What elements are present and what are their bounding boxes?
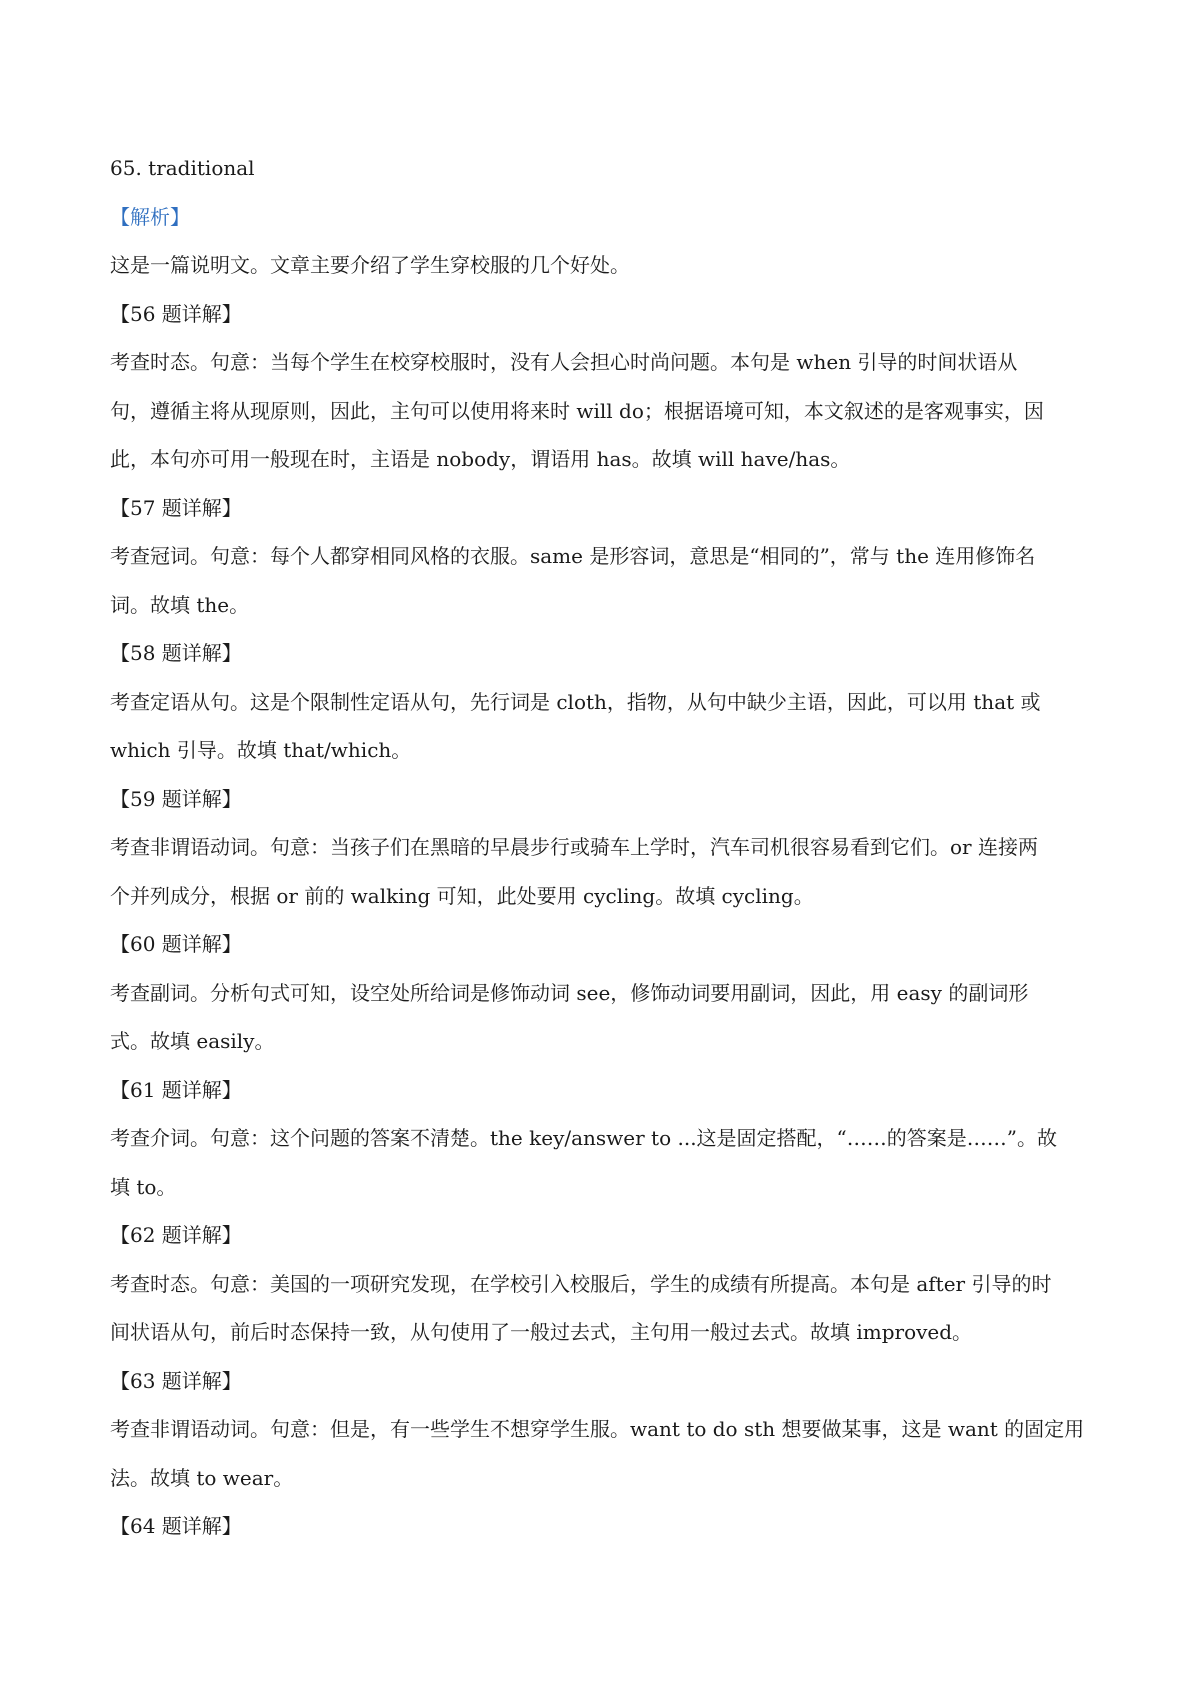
item-59: [110, 775, 1100, 921]
item-heading: 【58 题详解】: [110, 641, 242, 665]
item-57: [110, 484, 1100, 630]
item-61: [110, 1066, 1100, 1212]
item-heading: 【61 题详解】: [110, 1077, 242, 1102]
item-line: 考查时态。句意：当每个学生在校穿校服时，没有人会担心时尚问题。本句是 when 引导的时间状语从: [110, 350, 1018, 374]
item-63: [110, 1357, 1100, 1503]
item-line: 考查非谓语动词。句意：当孩子们在黑暗的早晨步行或骑车上学时，汽车司机很容易看到它们。or 连接两: [110, 835, 1038, 859]
item-62: [110, 1211, 1100, 1357]
item-heading: 【62 题详解】: [110, 1223, 242, 1247]
item-heading: 【64 题详解】: [110, 1514, 242, 1538]
item-line: 个并列成分，根据 or 前的 walking 可知，此处要用 cycling。故填 cycling。: [110, 883, 814, 908]
item-line: 考查时态。句意：美国的一项研究发现，在学校引入校服后，学生的成绩有所提高。本句是 after 引导的时: [110, 1271, 1052, 1296]
item-line: 词。故填 the。: [110, 592, 250, 617]
item-line: 法。故填 to wear。: [110, 1465, 294, 1490]
item-line: 间状语从句，前后时态保持一致，从句使用了一般过去式，主句用一般过去式。故填 improved。: [110, 1320, 973, 1344]
item-56: [110, 290, 1100, 484]
answer-line: 65. traditional: [110, 156, 255, 180]
item-heading: 【60 题详解】: [110, 932, 242, 956]
item-line: 句，遵循主将从现原则，因此，主句可以使用将来时 will do；根据语境可知，本文叙述的是客观事实，因: [110, 398, 1044, 423]
item-heading: 【63 题详解】: [110, 1368, 242, 1393]
analysis-label: 【解析】: [110, 204, 190, 229]
item-line: which 引导。故填 that/which。: [110, 738, 412, 762]
document-page: [110, 144, 1100, 1551]
item-line: 考查介词。句意：这个问题的答案不清楚。the key/answer to ...这是固定搭配，“……的答案是……”。故: [110, 1126, 1058, 1150]
item-60: [110, 920, 1100, 1066]
item-line: 考查非谓语动词。句意：但是，有一些学生不想穿学生服。want to do sth 想要做某事，这是 want 的固定用: [110, 1417, 1085, 1441]
item-line: 考查副词。分析句式可知，设空处所给词是修饰动词 see，修饰动词要用副词，因此，用 easy 的副词形: [110, 980, 1029, 1005]
summary-text: 这是一篇说明文。文章主要介绍了学生穿校服的几个好处。: [110, 253, 630, 277]
item-64: [110, 1502, 1100, 1551]
item-heading: 【59 题详解】: [110, 786, 242, 811]
item-line: 式。故填 easily。: [110, 1029, 275, 1053]
item-line: 填 to。: [110, 1174, 177, 1199]
item-line: 此，本句亦可用一般现在时，主语是 nobody，谓语用 has。故填 will have/has。: [110, 447, 851, 471]
item-58: [110, 629, 1100, 775]
item-line: 考查定语从句。这是个限制性定语从句，先行词是 cloth，指物，从句中缺少主语，因此，可以用 that 或: [110, 689, 1041, 714]
item-line: 考查冠词。句意：每个人都穿相同风格的衣服。same 是形容词，意思是“相同的”，常与 the 连用修饰名: [110, 544, 1036, 568]
item-heading: 【56 题详解】: [110, 301, 242, 326]
item-heading: 【57 题详解】: [110, 495, 242, 520]
